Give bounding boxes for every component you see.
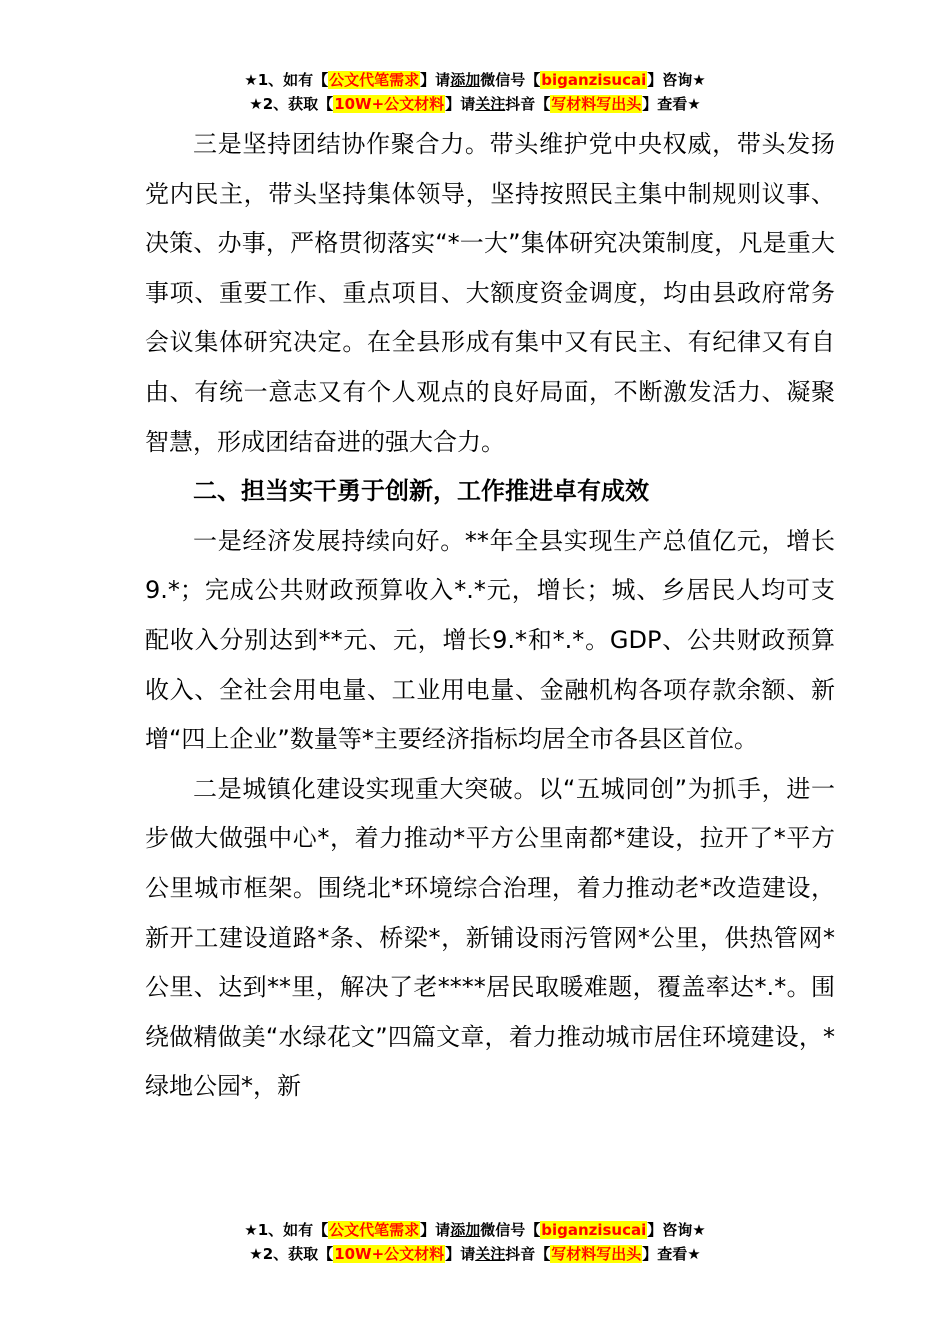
banner-line-1 bbox=[0, 1218, 950, 1242]
top-banner bbox=[0, 68, 950, 116]
paragraph: 三是坚持团结协作聚合力。带头维护党中央权威，带头发扬党内民主，带头坚持集体领导，坚持按照民主集中制规则议事、决策、办事，严格贯彻落实“*一大”集体研究决策制度，凡是重大事项、重要工作、重点项目、大额度资金调度，均由县政府常务会议集体研究决定。在全县形成有集中又有民主、有纪律又有自由、有统一意志又有个人观点的良好局面，不断激发活力、凝聚智慧，形成团结奋进的强大合力。 bbox=[145, 130, 835, 456]
banner-underline: 关注 bbox=[475, 1245, 506, 1263]
banner-text: 】请 bbox=[420, 71, 451, 89]
banner-text: ★1、如有【 bbox=[244, 71, 329, 89]
banner-underline: 关注 bbox=[475, 95, 506, 113]
banner-text: 抖音【 bbox=[505, 1245, 551, 1263]
bottom-banner bbox=[0, 1218, 950, 1266]
banner-highlight: 公文代笔需求 bbox=[329, 1221, 420, 1239]
banner-text: 微信号【 bbox=[480, 1221, 541, 1239]
banner-text: ★2、获取【 bbox=[249, 1245, 334, 1263]
banner-text: 】咨询★ bbox=[647, 71, 706, 89]
banner-highlight: 10W+公文材料 bbox=[334, 1245, 445, 1263]
banner-highlight: biganzisucai bbox=[541, 1221, 647, 1239]
banner-text: 】请 bbox=[420, 1221, 451, 1239]
banner-underline: 添加 bbox=[450, 1221, 481, 1239]
banner-text: 微信号【 bbox=[480, 71, 541, 89]
banner-line-2 bbox=[0, 1242, 950, 1266]
banner-highlight: 写材料写出头 bbox=[551, 1245, 642, 1263]
banner-text: 】请 bbox=[445, 1245, 476, 1263]
banner-line-1 bbox=[0, 68, 950, 92]
banner-text: 】请 bbox=[445, 95, 476, 113]
banner-highlight: 10W+公文材料 bbox=[334, 95, 445, 113]
banner-highlight: 公文代笔需求 bbox=[329, 71, 420, 89]
document-body bbox=[145, 120, 835, 1112]
banner-text: ★2、获取【 bbox=[249, 95, 334, 113]
banner-underline: 添加 bbox=[450, 71, 481, 89]
banner-line-2 bbox=[0, 92, 950, 116]
banner-highlight: biganzisucai bbox=[541, 71, 647, 89]
banner-text: 抖音【 bbox=[505, 95, 551, 113]
banner-text: 】查看★ bbox=[642, 1245, 701, 1263]
banner-highlight: 写材料写出头 bbox=[551, 95, 642, 113]
paragraph: 二是城镇化建设实现重大突破。以“五城同创”为抓手，进一步做大做强中心*，着力推动*平方公里南都*建设，拉开了*平方公里城市框架。围绕北*环境综合治理，着力推动老*改造建设，新开工建设道路*条、桥梁*，新铺设雨污管网*公里，供热管网*公里、达到**里，解决了老****居民取暖难题，覆盖率达*.*。围绕做精做美“水绿花文”四篇文章，着力推动城市居住环境建设，*绿地公园*，新 bbox=[145, 774, 835, 1101]
section-heading: 二、担当实干勇于创新，工作推进卓有成效 bbox=[193, 477, 649, 506]
paragraph: 一是经济发展持续向好。**年全县实现生产总值亿元，增长9.*；完成公共财政预算收入*.*元，增长；城、乡居民人均可支配收入分别达到**元、元，增长9.*和*.*。GDP、公共财政预算收入、全社会用电量、工业用电量、金融机构各项存款余额、新增“四上企业”数量等*主要经济指标均居全市各县区首位。 bbox=[145, 526, 835, 754]
banner-text: ★1、如有【 bbox=[244, 1221, 329, 1239]
banner-text: 】咨询★ bbox=[647, 1221, 706, 1239]
banner-text: 】查看★ bbox=[642, 95, 701, 113]
